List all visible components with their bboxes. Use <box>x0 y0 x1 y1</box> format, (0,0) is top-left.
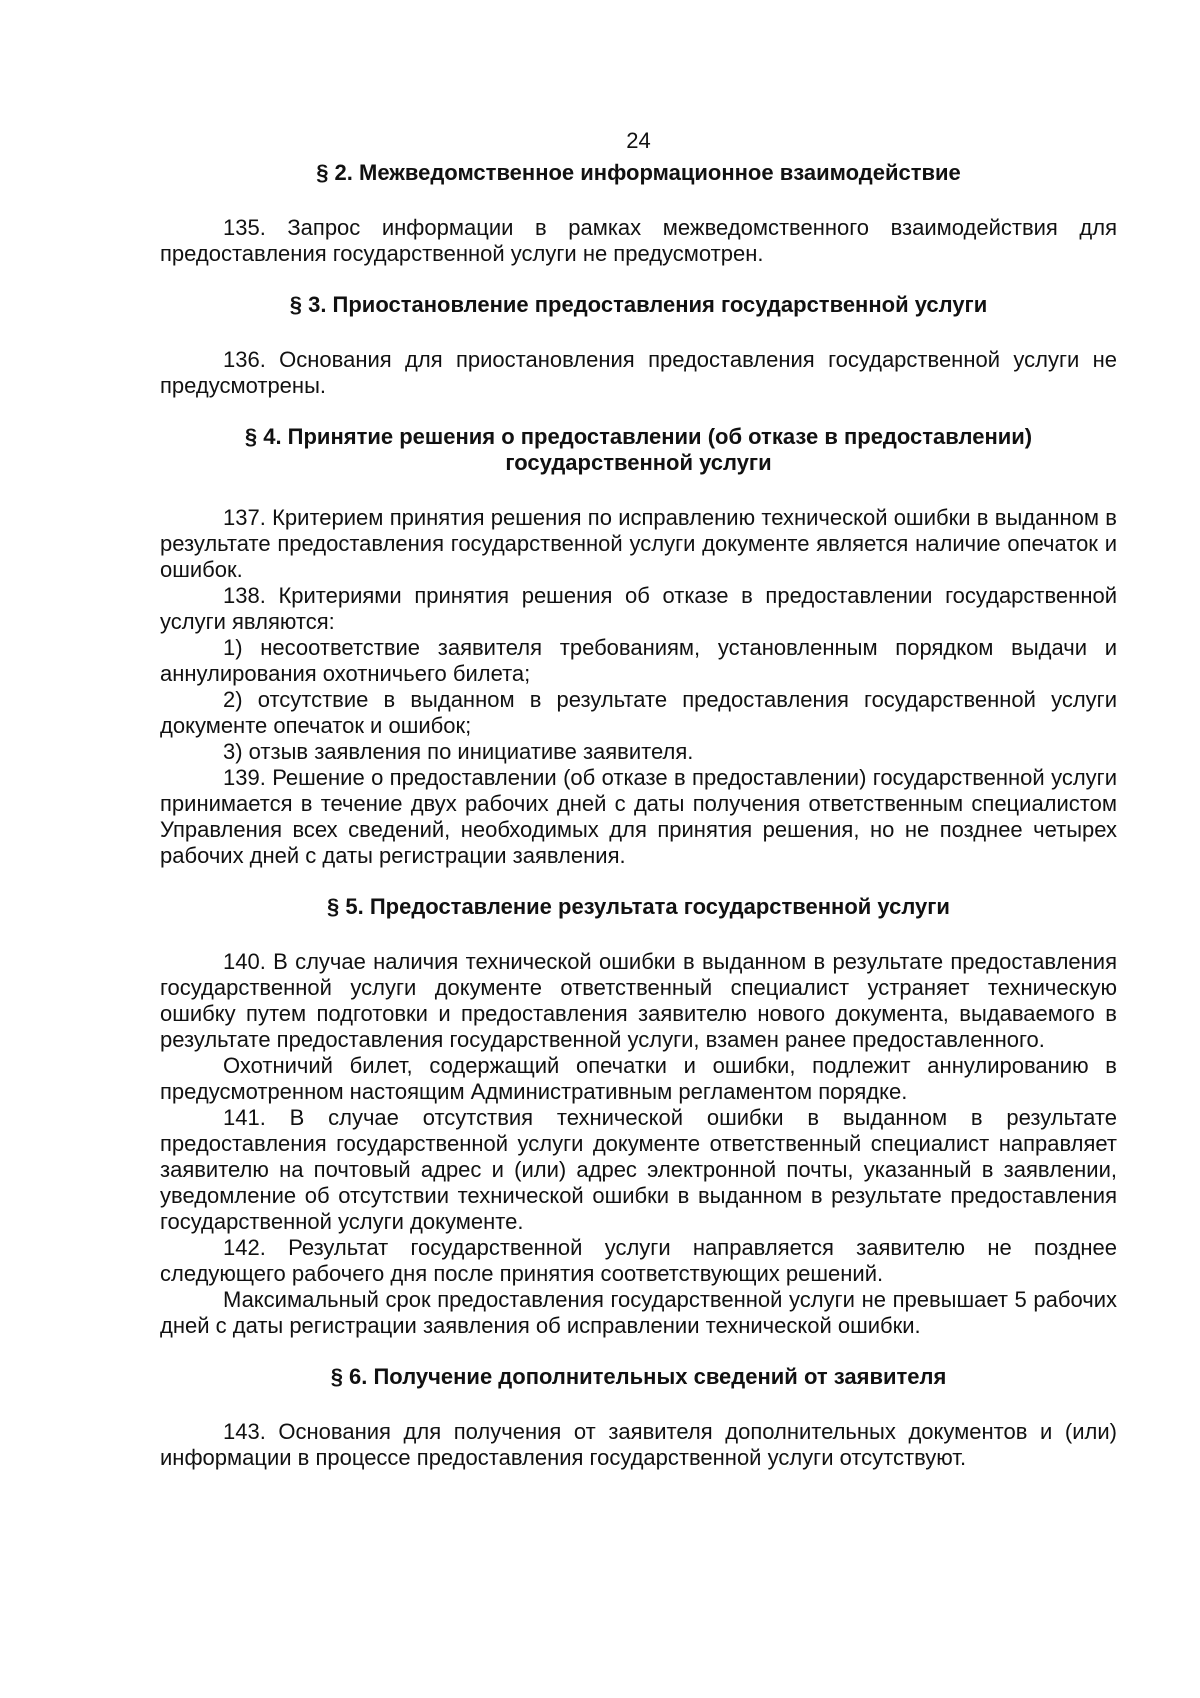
section-title-4-line-1: § 4. Принятие решения о предоставлении (об отказе в предоставлении) <box>244 424 1033 449</box>
paragraph-138-item-2: 2) отсутствие в выданном в результате предоставления государственной услуги документе опечаток и ошибок; <box>160 687 1117 738</box>
paragraph-138-item-3: 3) отзыв заявления по инициативе заявителя. <box>223 739 694 764</box>
paragraph-135: 135. Запрос информации в рамках межведомственного взаимодействия для предоставления государственной услуги не предусмотрен. <box>160 215 1117 266</box>
paragraph-142-note: Максимальный срок предоставления государственной услуги не превышает 5 рабочих дней с даты регистрации заявления об исправлении технической ошибки. <box>160 1287 1117 1338</box>
paragraph-138: 138. Критериями принятия решения об отказе в предоставлении государственной услуги являются: <box>160 583 1117 634</box>
section-title-5: § 5. Предоставление результата государственной услуги <box>327 894 950 919</box>
page-number: 24 <box>626 128 651 153</box>
paragraph-140: 140. В случае наличия технической ошибки в выданном в результате предоставления государственной услуги документе ответственный специалист устраняет техническую ошибку путем подготовки и предоставления заявителю нового документа, выдаваемого в результате предоставления государственной услуги, взамен ранее предоставленного. <box>160 949 1117 1052</box>
paragraph-137: 137. Критерием принятия решения по исправлению технической ошибки в выданном в результате предоставления государственной услуги документе является наличие опечаток и ошибок. <box>160 505 1117 582</box>
paragraph-139: 139. Решение о предоставлении (об отказе в предоставлении) государственной услуги принимается в течение двух рабочих дней с даты получения ответственным специалистом Управления всех сведений, необходимых для принятия решения, но не позднее четырех рабочих дней с даты регистрации заявления. <box>160 765 1117 868</box>
section-title-4 <box>160 424 1117 476</box>
paragraph-138-item-1: 1) несоответствие заявителя требованиям, установленным порядком выдачи и аннулирования охотничьего билета; <box>160 635 1117 686</box>
section-title-4-line-2: государственной услуги <box>505 450 772 475</box>
section-title-3: § 3. Приостановление предоставления государственной услуги <box>289 292 988 317</box>
paragraph-143: 143. Основания для получения от заявителя дополнительных документов и (или) информации в процессе предоставления государственной услуги отсутствуют. <box>160 1419 1117 1470</box>
paragraph-142: 142. Результат государственной услуги направляется заявителю не позднее следующего рабочего дня после принятия соответствующих решений. <box>160 1235 1117 1286</box>
paragraph-140-note: Охотничий билет, содержащий опечатки и ошибки, подлежит аннулированию в предусмотренном настоящим Административным регламентом порядке. <box>160 1053 1117 1104</box>
section-title-2: § 2. Межведомственное информационное взаимодействие <box>316 160 961 185</box>
paragraph-141: 141. В случае отсутствия технической ошибки в выданном в результате предоставления государственной услуги документе ответственный специалист направляет заявителю на почтовый адрес и (или) адрес электронной почты, указанный в заявлении, уведомление об отсутствии технической ошибки в выданном в результате предоставления государственной услуги документе. <box>160 1105 1117 1234</box>
section-title-6: § 6. Получение дополнительных сведений от заявителя <box>330 1364 947 1389</box>
paragraph-136: 136. Основания для приостановления предоставления государственной услуги не предусмотрены. <box>160 347 1117 398</box>
